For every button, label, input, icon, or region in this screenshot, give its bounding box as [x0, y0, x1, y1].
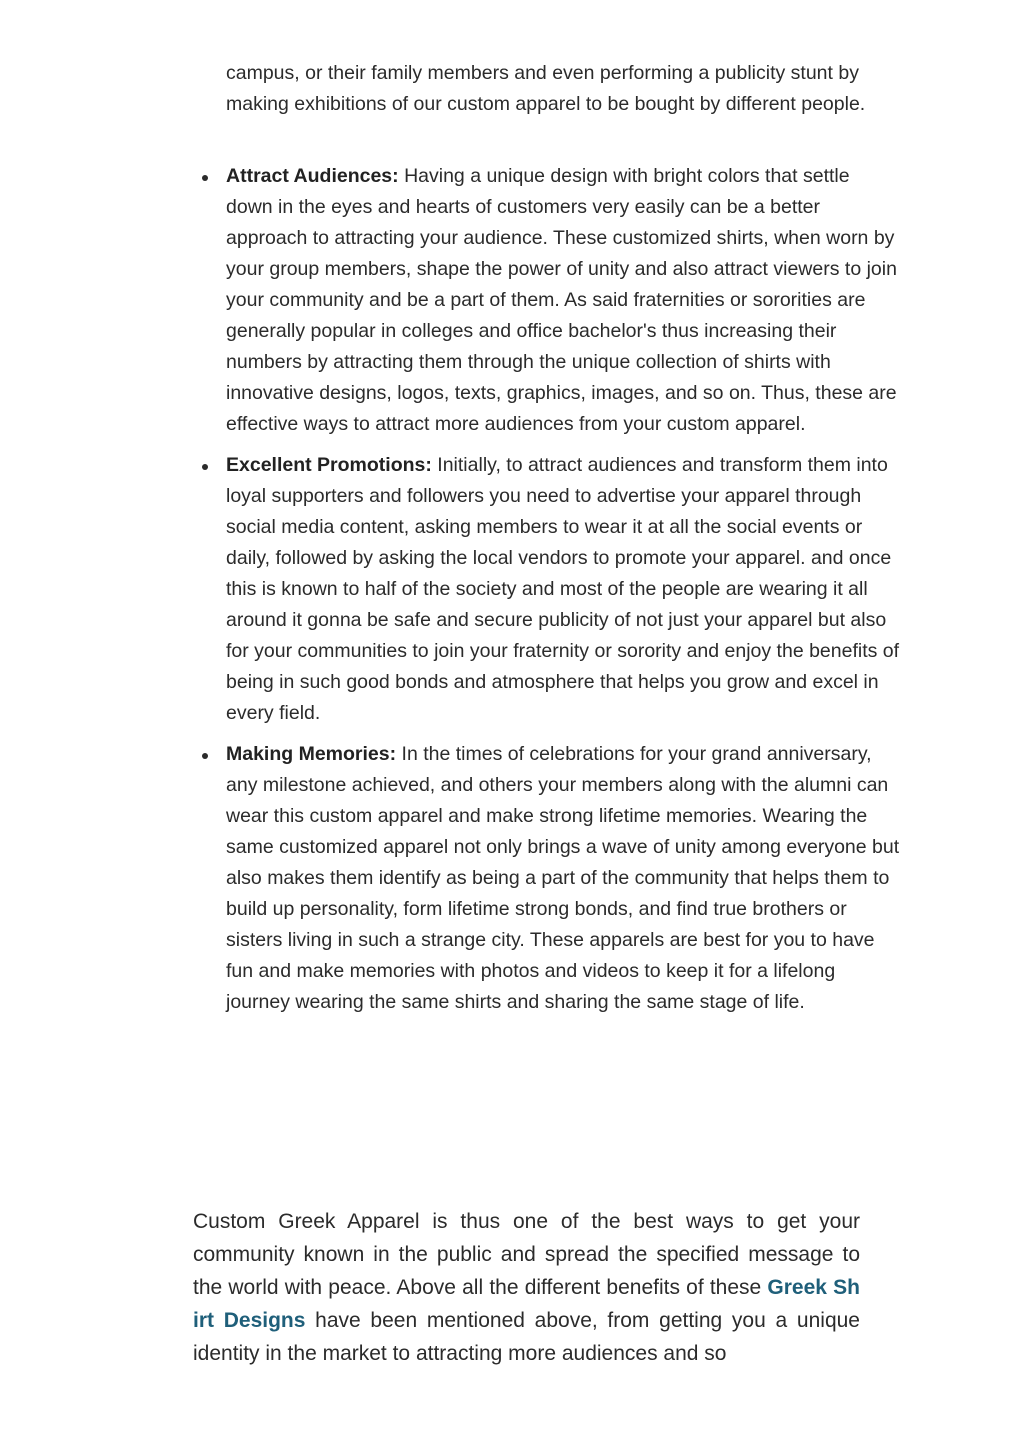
conclusion-paragraph	[193, 1205, 860, 1370]
benefits-list	[193, 161, 901, 1028]
continuation-paragraph: campus, or their family members and even performing a publicity stunt by making exhibitions of our custom apparel to be bought by different people.	[226, 62, 866, 115]
list-item-making-memories	[226, 739, 901, 1018]
list-item-title: Attract Audiences:	[226, 165, 399, 187]
conclusion-text-before: Custom Greek Apparel is thus one of the best ways to get your community known in the public and spread the specified message to the world with peace. Above all the different benefits of these	[193, 1210, 860, 1299]
list-item-attract-audiences	[226, 161, 901, 440]
list-item-excellent-promotions	[226, 450, 901, 729]
list-item-title: Making Memories:	[226, 743, 397, 765]
list-item-text: In the times of celebrations for your grand anniversary, any milestone achieved, and others your members along with the alumni can wear this custom apparel and make strong lifetime memories. Wearing the same customized apparel not only brings a wave of unity among everyone but also makes them identify as being a part of the community that helps them to build up personality, form lifetime strong bonds, and find true brothers or sisters living in such a strange city. These apparels are best for you to have fun and make memories with photos and videos to keep it for a lifelong journey wearing the same shirts and sharing the same stage of life.	[226, 743, 900, 1013]
list-item-text: Having a unique design with bright colors that settle down in the eyes and hearts of customers very easily can be a better approach to attracting your audience. These customized shirts, when worn by your group members, shape the power of unity and also attract viewers to join your community and be a part of them. As said fraternities or sororities are generally popular in colleges and office bachelor's thus increasing their numbers by attracting them through the unique collection of shirts with innovative designs, logos, texts, graphics, images, and so on. Thus, these are effective ways to attract more audiences from your custom apparel.	[226, 165, 897, 435]
list-item-text: Initially, to attract audiences and transform them into loyal supporters and followers you need to advertise your apparel through social media content, asking members to wear it at all the social events or daily, followed by asking the local vendors to promote your apparel. and once this is known to half of the society and most of the people are wearing it all around it gonna be safe and secure publicity of not just your apparel but also for your communities to join your fraternity or sorority and enjoy the benefits of being in such good bonds and atmosphere that helps you grow and excel in every field.	[226, 454, 900, 724]
conclusion-text-after: have been mentioned above, from getting you a unique identity in the market to attracting more audiences and so	[193, 1309, 860, 1365]
greek-shirt-designs-link[interactable]: Greek Shirt Designs	[193, 1276, 860, 1332]
list-item-title: Excellent Promotions:	[226, 454, 432, 476]
